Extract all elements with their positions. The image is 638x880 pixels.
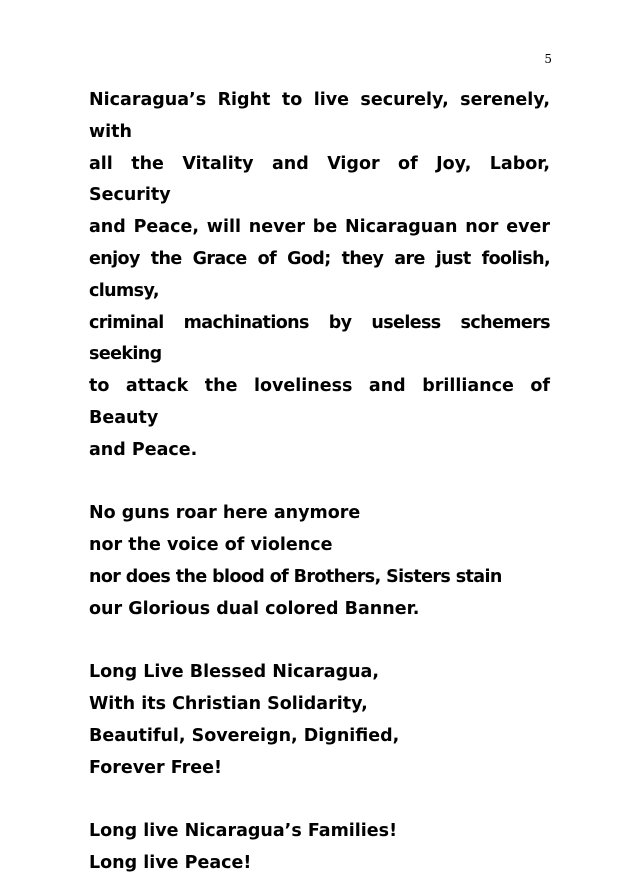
verse-line: nor the voice of violence — [89, 535, 333, 556]
verse-line: Forever Free! — [89, 757, 222, 778]
verse-line: With its Christian Solidarity, — [89, 694, 368, 715]
stanza-gap — [89, 785, 550, 817]
document-body — [89, 85, 550, 880]
stanza-gap — [89, 626, 550, 658]
intro-line: criminal machinations by useless schemers seeking — [89, 312, 550, 365]
stanza-families-peace — [89, 816, 550, 880]
intro-line: all the Vitality and Vigor of Joy, Labor, Security — [89, 153, 550, 206]
intro-line: enjoy the Grace of God; they are just foolish, clumsy, — [89, 248, 550, 301]
verse-line: nor does the blood of Brothers, Sisters stain — [89, 566, 502, 587]
verse-line: Long live Nicaragua’s Families! — [89, 821, 398, 842]
verse-line: Long Live Blessed Nicaragua, — [89, 662, 380, 683]
stanza-long-live-nicaragua — [89, 657, 550, 784]
intro-paragraph — [89, 85, 550, 467]
stanza-violence — [89, 498, 550, 625]
intro-line: Nicaragua’s Right to live securely, serenely, with — [89, 90, 550, 142]
stanza-gap — [89, 467, 550, 499]
intro-line: and Peace. — [89, 439, 198, 460]
intro-line: and Peace, will never be Nicaraguan nor ever — [89, 217, 550, 238]
intro-line: to attack the loveliness and brilliance of Beauty — [89, 376, 550, 428]
verse-line: Beautiful, Sovereign, Dignified, — [89, 725, 400, 746]
page-number: 5 — [544, 52, 552, 66]
verse-line: Long live Peace! — [89, 853, 252, 874]
verse-line: No guns roar here anymore — [89, 503, 361, 524]
verse-line: our Glorious dual colored Banner. — [89, 598, 420, 619]
